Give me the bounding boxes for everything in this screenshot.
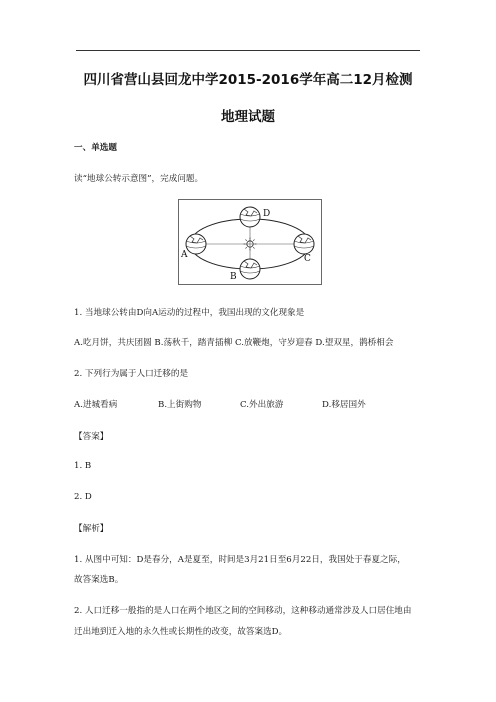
header-rule [76, 50, 420, 51]
label-c: C [304, 254, 311, 264]
document-subtitle: 地理试题 [221, 109, 275, 125]
earth-position-b-icon [240, 259, 260, 279]
answer-item-2: 2. D [74, 492, 92, 502]
earth-position-c-icon [294, 234, 314, 254]
answer-heading: 【答案】 [74, 432, 109, 442]
question-2-option-b: B.上街购物 [158, 400, 202, 410]
question-1-options: A.吃月饼，共庆团圆 B.荡秋千，踏青插柳 C.放鞭炮，守岁迎春 D.望双星，鹊桥相会 [74, 338, 394, 348]
document-title: 四川省营山县回龙中学2015-2016学年高二12月检测 [83, 72, 413, 88]
intro-text: 读“地球公转示意图”，完成问题。 [74, 174, 204, 184]
question-2-option-c: C.外出旅游 [240, 400, 284, 410]
question-2-option-d: D.移居国外 [322, 400, 366, 410]
analysis-2-line-2: 迁出地到迁入地的永久性或长期性的改变，故答案选D。 [74, 627, 288, 637]
earth-orbit-diagram [178, 199, 322, 285]
earth-position-d-icon [240, 207, 260, 227]
question-1-stem: 1. 当地球公转由D向A运动的过程中，我国出现的文化现象是 [74, 308, 305, 318]
analysis-2-line-1: 2. 人口迁移一般指的是人口在两个地区之间的空间移动，这种移动通常涉及人口居住地由 [74, 606, 412, 616]
question-2-stem: 2. 下列行为属于人口迁移的是 [74, 369, 189, 379]
earth-position-a-icon [186, 234, 206, 254]
analysis-1-line-1: 1. 从图中可知：D是春分，A是夏至，时间是3月21日至6月22日，我国处于春夏之际， [74, 555, 406, 565]
label-a: A [181, 250, 188, 260]
answer-item-1: 1. B [74, 461, 92, 471]
analysis-1-line-2: 故答案选B。 [74, 575, 124, 585]
analysis-heading: 【解析】 [74, 524, 109, 534]
label-d: D [263, 209, 271, 219]
question-2-option-a: A.进城看病 [74, 400, 118, 410]
label-b: B [230, 272, 237, 282]
section-heading: 一、单选题 [74, 143, 117, 153]
